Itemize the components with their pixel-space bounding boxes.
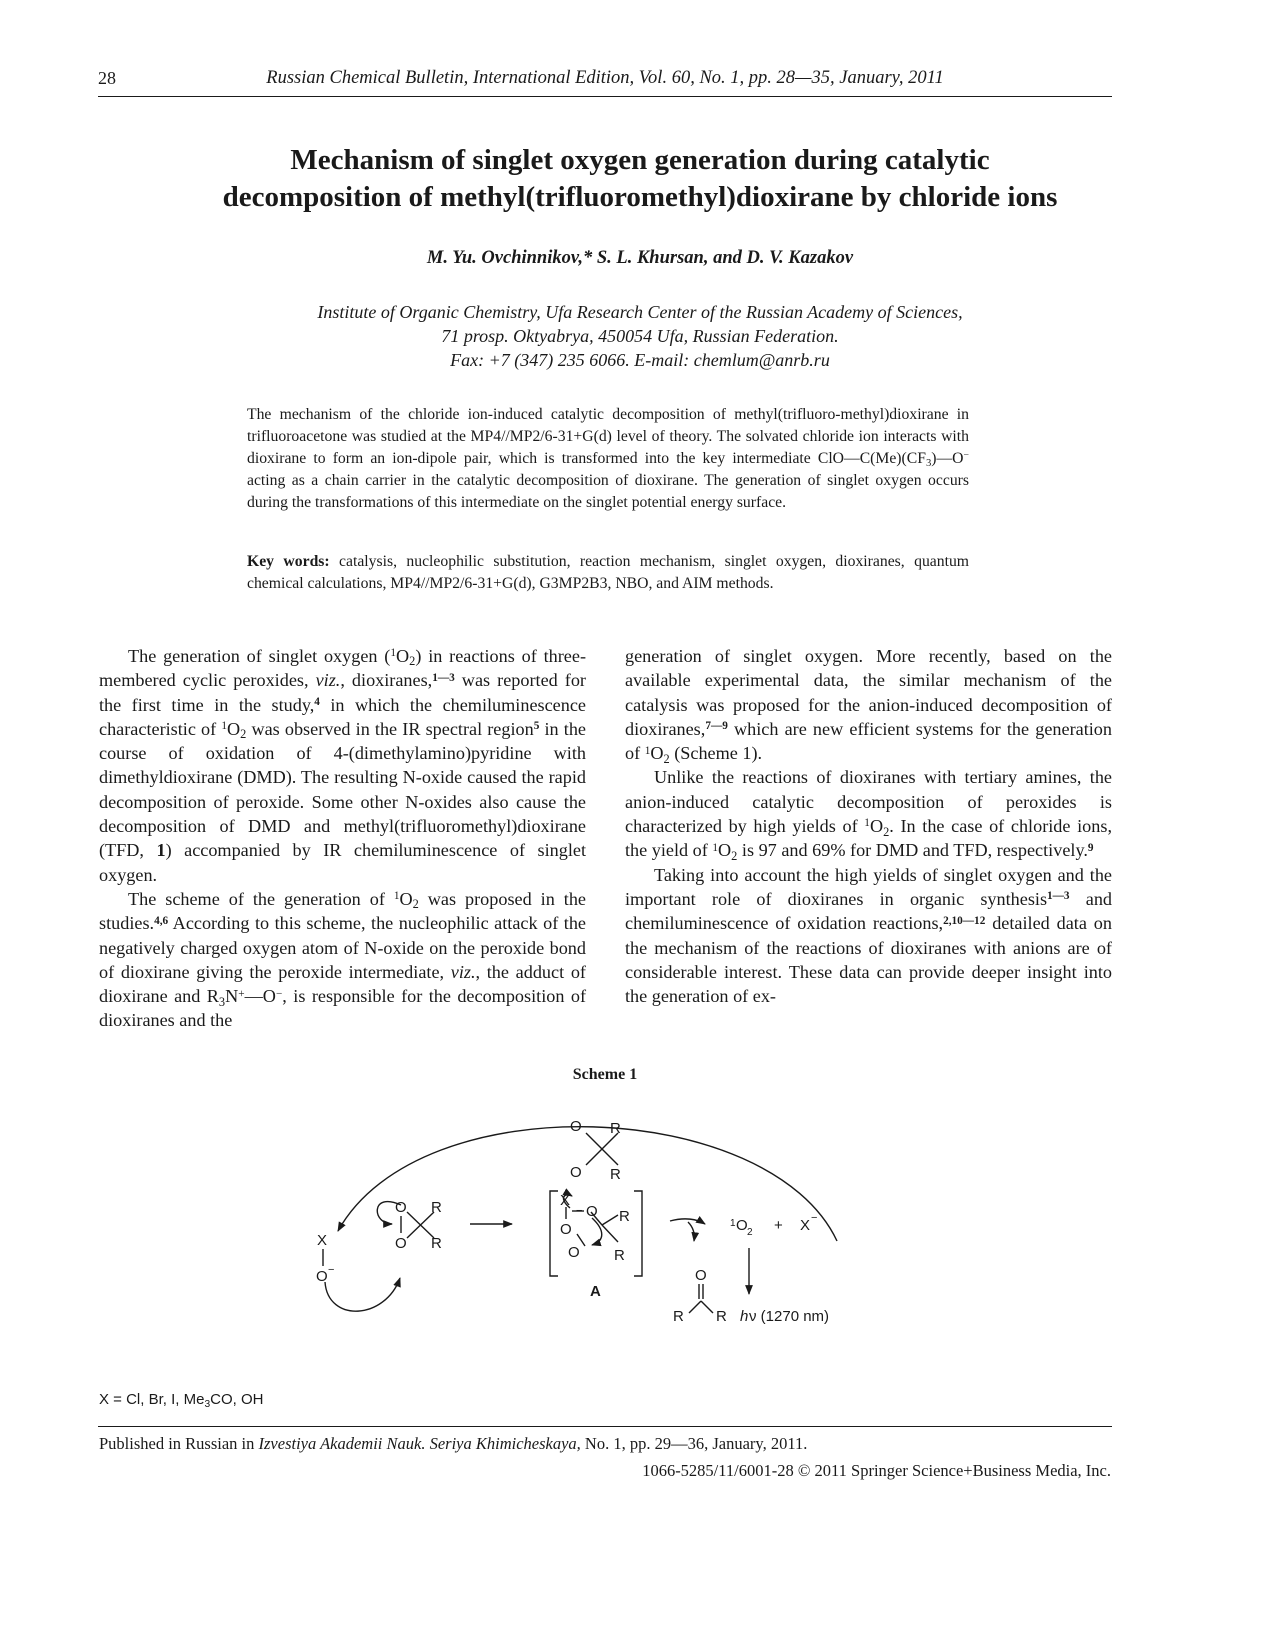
body-column-right [625,644,1112,1008]
reaction-scheme [300,1108,1000,1398]
atom-label: O [695,1267,707,1284]
superscript: − [275,987,283,1000]
atom-label: O [568,1244,580,1261]
text-run: —O [244,986,276,1007]
text-run: According to this scheme, the nucleophilic attack of the negatively charged oxygen atom of N-oxide on the peroxide bond of dioxirane giving the peroxide intermediate, [99,913,586,982]
charge-label: − [811,1212,818,1224]
legend-text: X = Cl, Br, I, Me [99,1391,205,1408]
subscript: 3 [218,994,226,1009]
keywords-text: catalysis, nucleophilic substitution, reaction mechanism, singlet oxygen, dioxiranes, quantum chemical calculations, MP4//MP2/6-31+G(d), G3MP2B3, NBO, and AIM methods. [247,553,970,592]
journal-citation: Russian Chemical Bulletin, International Edition, Vol. 60, No. 1, pp. 28—35, January, 2011 [266,68,944,88]
paragraph [625,644,1112,765]
atom-label: R [614,1247,625,1264]
atom-label: X [317,1232,328,1249]
charge-label: − [328,1264,335,1276]
footer-text: No. 1, pp. 29—36, January, 2011. [584,1434,808,1453]
plus-sign: + [774,1217,783,1234]
atom-label: R [431,1235,442,1252]
citation-ref: 1—3 [432,671,455,684]
abstract [247,404,969,514]
emission-wavelength: ν (1270 nm) [749,1308,830,1325]
citation-ref: 7—9 [705,720,728,733]
text-run: , the adduct of dioxirane and R [99,961,586,1007]
reaction-arrow-2 [670,1219,705,1224]
authors: M. Yu. Ovchinnikov,* S. L. Khursan, and D. V. Kazakov [426,248,854,268]
text-run: The scheme of the generation of [128,888,394,909]
atom-label: O [395,1235,407,1252]
text-run: and chemiluminescence of oxidation reactions, [625,888,1113,934]
affiliation-line-2: 71 prosp. Oktyabrya, 450054 Ufa, Russian Federation. [441,326,839,346]
superscript: + [238,987,245,1000]
superscript: 1 [393,890,400,903]
citation-ref: 9 [1087,841,1094,854]
superscript: 1 [390,647,396,660]
subscript: 2 [412,897,419,912]
atom-label: O [570,1164,582,1181]
paragraph [625,863,1112,1009]
abstract-text-3: acting as a chain carrier in the catalytic decomposition of dioxirane. The generation of singlet oxygen occurs during the transformations of this intermediate on the singlet potential energy surface. [247,472,969,511]
text-run: in the course of oxidation of 4-(dimethylamino)pyridine with dimethyldioxirane (DMD). The resulting N-oxide caused the rapid decomposition of peroxide. Some other N-oxides also cause the decomposition of DMD and methyl(trifluoromethyl)dioxirane (TFD, [99,718,586,861]
product-label: O [736,1217,748,1234]
text-run: (Scheme 1). [669,743,763,764]
planck-constant: h [740,1308,749,1325]
atom-label: O [395,1199,407,1216]
subscript-label: 2 [747,1227,753,1238]
text-run: , dioxiranes, [340,670,433,691]
atom-label: O [316,1268,328,1285]
footer-copyright: 1066-5285/11/6001-28 © 2011 Springer Science+Business Media, Inc. [642,1461,1111,1480]
text-run: N [225,986,239,1007]
text-run: O [399,888,413,909]
reaction-scheme-drawing [300,1108,1000,1398]
title-line-2: decomposition of methyl(trifluoromethyl)dioxirane by chloride ions [222,181,1058,213]
text-run: was observed in the IR spectral region [246,718,534,739]
catalytic-cycle-arc [338,1127,837,1241]
text-run: O [396,646,410,666]
page-number: 28 [98,68,116,88]
compound-number: 1 [156,840,166,861]
atom-label: O [586,1203,598,1220]
legend-text: CO, OH [210,1391,264,1408]
abstract-text-1: The mechanism of the chloride ion-induced catalytic decomposition of methyl(trifluoro-methyl)dioxirane in trifluoroacetone was studied at the MP4//MP2/6-31+G(d) level of theory. The solvated chloride ion interacts with dioxirane to form an ion-dipole pair, which is transformed into the key intermediate ClO—C(Me)(CF [247,406,969,467]
atom-label: R [431,1199,442,1216]
paragraph [99,644,586,887]
italic-text: viz. [315,670,341,691]
text-run: O [869,816,884,837]
scheme-title: Scheme 1 [572,1066,638,1083]
subscript: 2 [240,727,247,742]
affiliation-line-1: Institute of Organic Chemistry, Ufa Research Center of the Russian Academy of Sciences, [317,302,963,322]
running-header [98,66,1112,97]
abstract-sup: − [963,450,969,462]
scheme-legend [99,1391,263,1408]
text-run: Taking into account the high yields of singlet oxygen and the important role of dioxiranes in organic synthesis [625,864,1112,909]
keywords [247,551,969,595]
text-run: O [226,718,241,739]
text-run: , is responsible for the decomposition of dioxiranes and the [99,986,587,1031]
text-run: was proposed in the studies. [99,888,586,934]
citation-ref: 2,10—12 [943,914,986,927]
atom-label: X [800,1217,811,1234]
text-run: in which the chemiluminescence characteristic of [99,694,586,739]
text-run: ) in reactions of three-membered cyclic peroxides, [99,646,586,691]
affiliation [140,300,1140,372]
subscript: 2 [731,848,738,863]
atom-label: O [560,1221,572,1238]
atom-label: R [716,1308,727,1325]
atom-label: R [610,1120,621,1137]
atom-label: R [673,1308,684,1325]
text-run: is 97 and 69% for DMD and TFD, respectively. [737,840,1088,861]
article-title [140,142,1140,216]
atom-label: R [610,1166,621,1183]
body-column-left [99,644,586,1033]
abstract-text-2: )—O [931,450,964,467]
superscript: 1 [712,841,719,854]
atom-label: O [570,1118,582,1135]
citation-ref: 5 [533,720,540,733]
text-run: detailed data on the mechanism of the reactions of dioxiranes with anions are of considerable interest. These data can provide deeper insight into the generation of ex- [625,913,1112,1007]
atom-label: R [619,1208,630,1225]
superscript: 1 [644,744,651,757]
subscript: 2 [663,751,670,766]
subscript: 2 [409,654,416,669]
paragraph [99,887,586,1033]
curved-arrow-bottom [325,1278,400,1311]
text-run: generation of singlet oxygen. More recently, based on the available experimental data, the similar mechanism of the catalysis was proposed for the anion-induced decomposition of dioxiranes, [625,646,1112,739]
text-run: . In the case of chloride ions, the yield of [625,816,1112,861]
text-run: was reported for the first time in the study, [99,670,586,715]
footer-text: Published in Russian in [99,1434,255,1453]
text-run: Unlike the reactions of dioxiranes with tertiary amines, the anion-induced catalytic decomposition of peroxides is characterized by high yields of [625,767,1112,837]
italic-text: viz. [450,961,476,982]
abstract-sub: 3 [925,456,932,469]
citation-ref: 4,6 [154,914,169,927]
intermediate-label: A [590,1283,601,1300]
footer-published-note [99,1434,807,1454]
text-run: O [718,840,732,861]
atom-label: X [560,1192,571,1209]
charge-label: − [576,1205,583,1217]
footer-journal: Izvestiya Akademii Nauk. Seriya Khimicheskaya, [258,1434,581,1453]
superscript-label: 1 [730,1218,736,1229]
text-run: The generation of singlet oxygen ( [128,646,391,666]
text-run: O [650,743,664,764]
superscript: 1 [221,720,227,733]
subscript: 2 [883,824,890,839]
footer-divider [98,1426,1112,1427]
subscript: 3 [204,1398,211,1410]
citation-ref: 4 [314,695,320,708]
paragraph [625,765,1112,862]
text-run: ) accompanied by IR chemiluminescence of singlet oxygen. [99,840,586,885]
superscript: 1 [864,817,870,830]
citation-ref: 1—3 [1047,890,1070,903]
affiliation-line-3: Fax: +7 (347) 235 6066. E-mail: chemlum@anrb.ru [450,350,830,370]
text-run: which are new efficient systems for the generation of [625,718,1112,764]
title-line-1: Mechanism of singlet oxygen generation during catalytic [290,144,990,176]
keywords-label: Key words: [247,553,330,570]
